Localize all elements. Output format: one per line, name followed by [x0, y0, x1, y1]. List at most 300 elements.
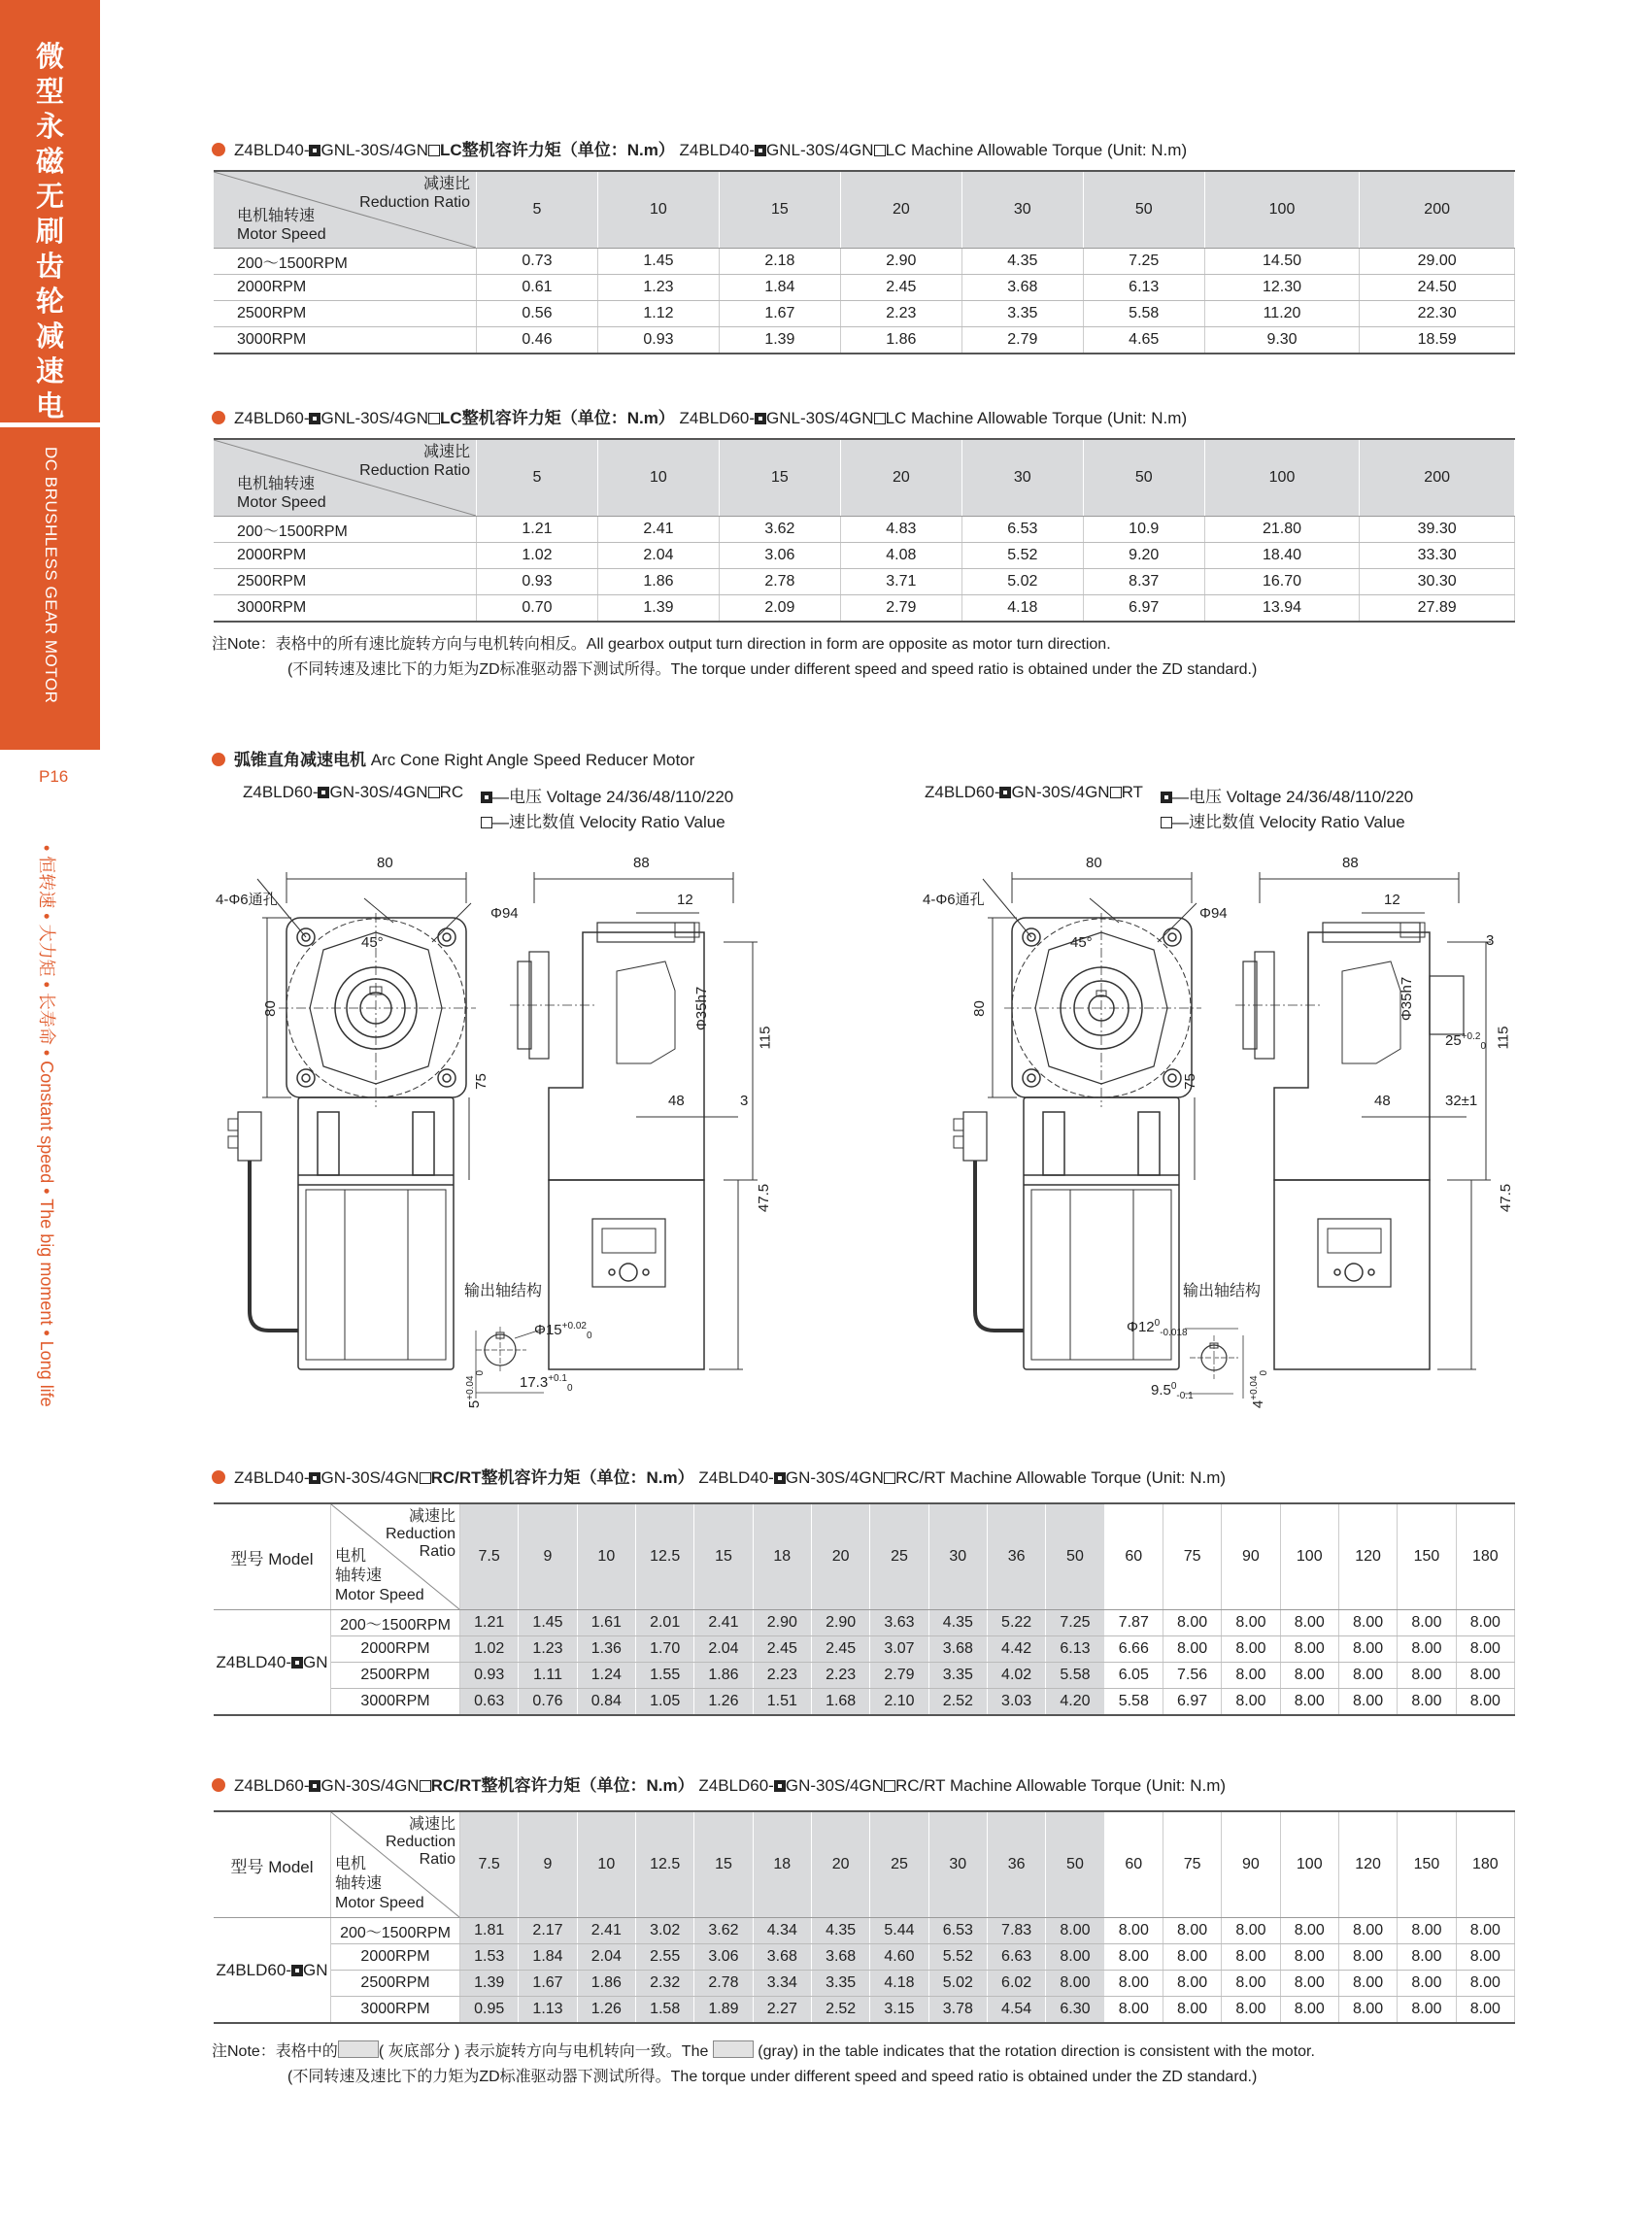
empty-square-icon	[884, 1472, 895, 1484]
ratio-header: 100	[1204, 439, 1360, 517]
torque-table-40-lc	[214, 170, 1515, 354]
torque-cell: 8.00	[1280, 1971, 1338, 1997]
deg45-label: 45°	[361, 934, 384, 951]
dim-75-r: 75	[1181, 1073, 1198, 1090]
ratio-header: 200	[1360, 171, 1515, 249]
ratio-header: 5	[477, 171, 598, 249]
torque-cell: 33.30	[1360, 543, 1515, 569]
dim-3: 3	[740, 1093, 749, 1109]
torque-cell: 8.00	[1280, 1610, 1338, 1636]
sidebar-title-char: 磁	[35, 145, 64, 178]
diagonal-header-cell	[214, 439, 477, 517]
torque-cell: 8.00	[1222, 1971, 1280, 1997]
table-row	[214, 327, 1515, 354]
header-ratio-en: Reduction Ratio	[359, 194, 470, 211]
torque-cell: 2.01	[635, 1610, 693, 1636]
torque-cell: 8.00	[1456, 1944, 1514, 1971]
torque-cell: 8.00	[1046, 1918, 1104, 1944]
torque-cell: 18.40	[1204, 543, 1360, 569]
torque-cell: 1.36	[577, 1636, 635, 1663]
torque-cell: 2.23	[753, 1663, 811, 1689]
ratio-header: 50	[1083, 171, 1204, 249]
torque-cell: 1.61	[577, 1610, 635, 1636]
ratio-header: 15	[719, 171, 840, 249]
torque-cell: 8.00	[1163, 1971, 1221, 1997]
sidebar-title-char: 电	[35, 389, 64, 422]
torque-cell: 21.80	[1204, 517, 1360, 543]
torque-cell: 4.08	[840, 543, 961, 569]
torque-cell: 8.00	[1222, 1689, 1280, 1716]
torque-cell: 8.00	[1398, 1918, 1456, 1944]
ratio-header: 9	[519, 1503, 577, 1610]
torque-cell: 3.78	[928, 1997, 987, 2024]
dim-48-r: 48	[1374, 1093, 1391, 1109]
torque-cell: 11.20	[1204, 301, 1360, 327]
drawing-right-ratio: —速比数值 Velocity Ratio Value	[1161, 808, 1405, 832]
torque-cell: 1.39	[597, 595, 719, 623]
phi35-label: Φ35h7	[693, 986, 711, 1031]
torque-cell: 8.00	[1338, 1997, 1397, 2024]
speed-cell: 2000RPM	[214, 543, 477, 569]
torque-cell: 1.39	[719, 327, 840, 354]
order-square-icon	[755, 413, 766, 424]
dim-25-r: $25^{+0.2}_0$	[1445, 1031, 1486, 1052]
torque-cell: 13.94	[1204, 595, 1360, 623]
torque-cell: 1.45	[597, 249, 719, 275]
torque-cell: 3.68	[811, 1944, 869, 1971]
ratio-header: 75	[1163, 1503, 1221, 1610]
ratio-header: 20	[811, 1503, 869, 1610]
torque-cell: 8.00	[1163, 1918, 1221, 1944]
torque-cell: 4.02	[987, 1663, 1045, 1689]
order-square-icon	[291, 1965, 303, 1976]
ratio-header: 20	[840, 171, 961, 249]
dim-48: 48	[668, 1093, 685, 1109]
torque-cell: 8.00	[1222, 1997, 1280, 2024]
bullet-dot-icon	[212, 1778, 225, 1792]
diagonal-header-cell	[331, 1503, 460, 1610]
torque-cell: 1.68	[811, 1689, 869, 1716]
torque-cell: 8.00	[1222, 1610, 1280, 1636]
torque-cell: 6.13	[1083, 275, 1204, 301]
dim-75: 75	[472, 1073, 489, 1090]
gray-swatch	[713, 2040, 754, 2058]
torque-cell: 8.00	[1104, 1918, 1163, 1944]
torque-cell: 1.51	[753, 1689, 811, 1716]
dim-88-top-r: 88	[1342, 855, 1359, 871]
note-1	[212, 632, 1257, 683]
header-speed-en: Motor Speed	[237, 226, 326, 243]
torque-cell: 4.34	[753, 1918, 811, 1944]
dim-115-r: 115	[1495, 1026, 1512, 1050]
order-square-icon	[1161, 792, 1172, 803]
ratio-header: 30	[928, 1811, 987, 1918]
drawing-left-ratio: —速比数值 Velocity Ratio Value	[481, 808, 725, 832]
torque-cell: 2.79	[961, 327, 1083, 354]
torque-cell: 1.55	[635, 1663, 693, 1689]
note-2	[212, 2040, 1315, 2090]
table2-title: Z4BLD60- GNL-30S/4GN LC整机容许力矩（单位：N.m） Z4BLD60- GNL-30S/4GN LC Machine Allowable Torque (Unit: N.m)	[212, 404, 1187, 428]
torque-cell: 3.06	[719, 543, 840, 569]
torque-cell: 6.53	[961, 517, 1083, 543]
dim-3-r: 3	[1486, 932, 1495, 949]
torque-cell: 2.78	[694, 1971, 753, 1997]
sidebar-title-char: 微	[35, 40, 64, 73]
torque-cell: 7.87	[1104, 1610, 1163, 1636]
torque-cell: 2.90	[811, 1610, 869, 1636]
ratio-header: 100	[1204, 171, 1360, 249]
table-row	[214, 1944, 1515, 1971]
order-square-icon	[774, 1780, 786, 1792]
diagonal-header-cell	[214, 171, 477, 249]
empty-square-icon	[481, 817, 492, 828]
torque-cell: 8.00	[1163, 1636, 1221, 1663]
torque-cell: 1.89	[694, 1997, 753, 2024]
torque-cell: 18.59	[1360, 327, 1515, 354]
dim-12: 12	[677, 892, 693, 908]
table-header-row	[214, 1811, 1515, 1918]
header-ratio-en: Reduction Ratio	[359, 462, 470, 479]
ratio-header: 60	[1104, 1811, 1163, 1918]
torque-cell: 5.02	[928, 1971, 987, 1997]
note-2-line-2: (不同转速及速比下的力矩为ZD标准驱动器下测试所得。The torque under different speed and speed ratio is obtained under the ZD standard.)	[287, 2069, 1258, 2085]
order-square-icon	[481, 792, 492, 803]
torque-cell: 8.00	[1456, 1636, 1514, 1663]
torque-cell: 8.00	[1163, 1610, 1221, 1636]
torque-cell: 1.86	[694, 1663, 753, 1689]
order-square-icon	[309, 413, 320, 424]
shaft-h-right: $9.5^0_{-0.1}$	[1151, 1381, 1194, 1401]
torque-cell: 4.60	[870, 1944, 928, 1971]
ratio-header: 5	[477, 439, 598, 517]
table-header-row	[214, 1503, 1515, 1610]
torque-cell: 1.86	[597, 569, 719, 595]
speed-cell: 2500RPM	[214, 569, 477, 595]
torque-cell: 24.50	[1360, 275, 1515, 301]
phi94-label-r: Φ94	[1199, 905, 1228, 922]
header-speed-text: 轴转速	[335, 1875, 383, 1892]
torque-cell: 6.13	[1046, 1636, 1104, 1663]
note-1-line-1: 注Note：表格中的所有速比旋转方向与电机转向相反。All gearbox output turn direction in form are opposite as motor turn direction.	[212, 636, 1111, 653]
torque-cell: 1.11	[519, 1663, 577, 1689]
sidebar-title-char: 无	[35, 180, 64, 213]
torque-cell: 2.04	[694, 1636, 753, 1663]
dim-80-top: 80	[377, 855, 393, 871]
header-speed-text: 电机	[335, 1548, 367, 1565]
torque-cell: 0.93	[477, 569, 598, 595]
empty-square-icon	[428, 145, 440, 156]
phi94-label: Φ94	[490, 905, 519, 922]
phi35-label-r: Φ35h7	[1399, 976, 1416, 1022]
torque-cell: 1.67	[719, 301, 840, 327]
torque-cell: 2.32	[635, 1971, 693, 1997]
order-square-icon	[309, 1780, 320, 1792]
order-square-icon	[999, 787, 1011, 798]
torque-cell: 4.83	[840, 517, 961, 543]
header-speed-text: 电机	[335, 1856, 367, 1872]
bullet-dot-icon	[212, 753, 225, 766]
torque-cell: 2.17	[519, 1918, 577, 1944]
ratio-header: 7.5	[460, 1503, 519, 1610]
order-square-icon	[309, 1472, 320, 1484]
header-ratio-text: Ratio	[419, 1851, 455, 1868]
sidebar-title-char: 减	[35, 320, 64, 353]
ratio-header: 15	[719, 439, 840, 517]
torque-cell: 4.42	[987, 1636, 1045, 1663]
table-row	[214, 1663, 1515, 1689]
speed-cell: 200～1500RPM	[214, 517, 477, 543]
torque-cell: 0.93	[460, 1663, 519, 1689]
sidebar-features: • 恒转速 • 大力矩 • 长寿命 • Constant speed • The big moment • Long life	[37, 845, 56, 1407]
drawing-right-voltage: —电压 Voltage 24/36/48/110/220	[1161, 783, 1413, 807]
torque-cell: 1.67	[519, 1971, 577, 1997]
order-square-icon	[309, 145, 320, 156]
torque-cell: 8.00	[1338, 1944, 1397, 1971]
torque-cell: 1.53	[460, 1944, 519, 1971]
speed-cell: 200～1500RPM	[331, 1610, 460, 1636]
torque-cell: 1.23	[519, 1636, 577, 1663]
torque-table-60-lc	[214, 438, 1515, 623]
torque-cell: 3.35	[928, 1663, 987, 1689]
torque-cell: 7.25	[1083, 249, 1204, 275]
ratio-header: 20	[840, 439, 961, 517]
torque-cell: 12.30	[1204, 275, 1360, 301]
table-row	[214, 1610, 1515, 1636]
ratio-header: 15	[694, 1503, 753, 1610]
dim-475-r: 47.5	[1498, 1183, 1515, 1213]
torque-cell: 1.24	[577, 1663, 635, 1689]
torque-cell: 3.02	[635, 1918, 693, 1944]
torque-cell: 14.50	[1204, 249, 1360, 275]
hole-label-r: 4-Φ6通孔	[923, 892, 985, 908]
ratio-header: 12.5	[635, 1503, 693, 1610]
torque-cell: 8.00	[1104, 1971, 1163, 1997]
header-ratio-text: Reduction	[385, 1526, 455, 1542]
torque-cell: 2.45	[811, 1636, 869, 1663]
sidebar-title-char: 齿	[35, 250, 64, 283]
header-speed-cn: 电机轴转速	[237, 208, 316, 224]
sidebar-title-char: 永	[35, 110, 64, 143]
empty-square-icon	[420, 1472, 431, 1484]
ratio-header: 36	[987, 1811, 1045, 1918]
table1-title: Z4BLD40- GNL-30S/4GN LC整机容许力矩（单位：N.m） Z4BLD40- GNL-30S/4GN LC Machine Allowable Torque (Unit: N.m)	[212, 136, 1187, 160]
torque-cell: 0.76	[519, 1689, 577, 1716]
torque-cell: 8.00	[1280, 1997, 1338, 2024]
torque-cell: 3.35	[961, 301, 1083, 327]
torque-cell: 1.23	[597, 275, 719, 301]
torque-cell: 3.03	[987, 1689, 1045, 1716]
torque-cell: 30.30	[1360, 569, 1515, 595]
table-row	[214, 1918, 1515, 1944]
torque-cell: 2.79	[840, 595, 961, 623]
torque-cell: 1.86	[577, 1971, 635, 1997]
torque-cell: 9.30	[1204, 327, 1360, 354]
table-row	[214, 301, 1515, 327]
torque-cell: 5.22	[987, 1610, 1045, 1636]
torque-cell: 2.41	[597, 517, 719, 543]
torque-cell: 0.46	[477, 327, 598, 354]
torque-cell: 6.97	[1163, 1689, 1221, 1716]
torque-cell: 2.52	[811, 1997, 869, 2024]
ratio-header: 120	[1338, 1503, 1397, 1610]
torque-cell: 8.00	[1222, 1918, 1280, 1944]
shaft-title-right: 输出轴结构	[1183, 1283, 1262, 1299]
table-header-row	[214, 439, 1515, 517]
torque-cell: 5.02	[961, 569, 1083, 595]
shaft-h-left: $17.3^{+0.1}_0$	[520, 1373, 573, 1394]
torque-cell: 10.9	[1083, 517, 1204, 543]
header-speed-cn: 电机轴转速	[237, 476, 316, 492]
sidebar-title-char: 型	[35, 75, 64, 108]
ratio-header: 10	[577, 1503, 635, 1610]
table-row	[214, 543, 1515, 569]
sidebar-title-char: 刷	[35, 215, 64, 248]
ratio-header: 9	[519, 1811, 577, 1918]
torque-cell: 3.63	[870, 1610, 928, 1636]
empty-square-icon	[428, 413, 440, 424]
speed-cell: 2000RPM	[331, 1636, 460, 1663]
torque-cell: 2.41	[694, 1610, 753, 1636]
header-ratio-cn: 减速比	[422, 444, 470, 460]
empty-square-icon	[884, 1780, 895, 1792]
torque-cell: 27.89	[1360, 595, 1515, 623]
header-ratio-text: 减速比	[408, 1508, 455, 1525]
order-square-icon	[755, 145, 766, 156]
torque-cell: 8.37	[1083, 569, 1204, 595]
speed-cell: 200～1500RPM	[331, 1918, 460, 1944]
speed-cell: 2000RPM	[331, 1944, 460, 1971]
torque-cell: 1.70	[635, 1636, 693, 1663]
header-speed-en: Motor Speed	[237, 494, 326, 511]
ratio-header: 10	[597, 439, 719, 517]
speed-cell: 2500RPM	[331, 1971, 460, 1997]
ratio-header: 50	[1083, 439, 1204, 517]
torque-cell: 2.04	[597, 543, 719, 569]
torque-cell: 3.34	[753, 1971, 811, 1997]
torque-cell: 8.00	[1338, 1636, 1397, 1663]
speed-cell: 2500RPM	[331, 1663, 460, 1689]
torque-cell: 6.97	[1083, 595, 1204, 623]
torque-cell: 2.45	[840, 275, 961, 301]
sidebar-title-char: 速	[35, 354, 64, 388]
torque-cell: 8.00	[1280, 1944, 1338, 1971]
ratio-header: 10	[577, 1811, 635, 1918]
torque-cell: 3.62	[719, 517, 840, 543]
ratio-header: 90	[1222, 1811, 1280, 1918]
torque-cell: 1.81	[460, 1918, 519, 1944]
bullet-dot-icon	[212, 143, 225, 156]
order-square-icon	[318, 787, 329, 798]
order-square-icon	[774, 1472, 786, 1484]
table-row	[214, 275, 1515, 301]
speed-cell: 200～1500RPM	[214, 249, 477, 275]
torque-cell: 8.00	[1456, 1918, 1514, 1944]
torque-cell: 2.04	[577, 1944, 635, 1971]
torque-cell: 8.00	[1338, 1971, 1397, 1997]
torque-cell: 2.90	[840, 249, 961, 275]
torque-cell: 8.00	[1046, 1944, 1104, 1971]
torque-cell: 4.35	[811, 1918, 869, 1944]
torque-cell: 8.00	[1280, 1918, 1338, 1944]
header-ratio-cn: 减速比	[422, 176, 470, 192]
shaft-key-right: $4^{+0.04}_0$	[1249, 1369, 1270, 1409]
ratio-header: 12.5	[635, 1811, 693, 1918]
note-1-line-2: (不同转速及速比下的力矩为ZD标准驱动器下测试所得。The torque under different speed and speed ratio is obtained under the ZD standard.)	[287, 661, 1258, 678]
speed-cell: 2000RPM	[214, 275, 477, 301]
torque-cell: 3.06	[694, 1944, 753, 1971]
table-row	[214, 595, 1515, 623]
dim-115: 115	[757, 1026, 774, 1050]
torque-cell: 3.68	[753, 1944, 811, 1971]
torque-cell: 8.00	[1163, 1997, 1221, 2024]
torque-cell: 6.02	[987, 1971, 1045, 1997]
ratio-header: 25	[870, 1811, 928, 1918]
ratio-header: 30	[961, 171, 1083, 249]
torque-cell: 5.52	[961, 543, 1083, 569]
torque-cell: 5.58	[1083, 301, 1204, 327]
torque-cell: 8.00	[1456, 1663, 1514, 1689]
torque-cell: 1.13	[519, 1997, 577, 2024]
ratio-header: 36	[987, 1503, 1045, 1610]
torque-cell: 1.05	[635, 1689, 693, 1716]
ratio-header: 120	[1338, 1811, 1397, 1918]
hole-label: 4-Φ6通孔	[216, 892, 278, 908]
drawing-left-voltage: —电压 Voltage 24/36/48/110/220	[481, 783, 733, 807]
torque-cell: 7.25	[1046, 1610, 1104, 1636]
dim-88-top: 88	[633, 855, 650, 871]
model-cell: Z4BLD60- GN	[214, 1918, 331, 2024]
torque-cell: 0.70	[477, 595, 598, 623]
diagonal-header-cell	[331, 1811, 460, 1918]
torque-cell: 8.00	[1456, 1689, 1514, 1716]
torque-cell: 1.58	[635, 1997, 693, 2024]
ratio-header: 10	[597, 171, 719, 249]
table4-title: Z4BLD60- GN-30S/4GN RC/RT整机容许力矩（单位：N.m） Z4BLD60- GN-30S/4GN RC/RT Machine Allowable Torque (Unit: N.m)	[212, 1771, 1226, 1796]
torque-cell: 2.45	[753, 1636, 811, 1663]
ratio-header: 150	[1398, 1503, 1456, 1610]
torque-cell: 4.20	[1046, 1689, 1104, 1716]
empty-square-icon	[874, 145, 886, 156]
torque-cell: 6.30	[1046, 1997, 1104, 2024]
ratio-header: 100	[1280, 1503, 1338, 1610]
torque-cell: 0.93	[597, 327, 719, 354]
empty-square-icon	[420, 1780, 431, 1792]
dim-80-side-r: 80	[970, 1000, 988, 1017]
torque-cell: 3.68	[961, 275, 1083, 301]
torque-cell: 8.00	[1398, 1944, 1456, 1971]
torque-cell: 3.68	[928, 1636, 987, 1663]
torque-cell: 4.35	[928, 1610, 987, 1636]
shaft-d-right: $\Phi 12^0_{-0.018}$	[1127, 1318, 1188, 1338]
torque-cell: 8.00	[1398, 1997, 1456, 2024]
torque-cell: 8.00	[1222, 1636, 1280, 1663]
ratio-header: 20	[811, 1811, 869, 1918]
torque-cell: 8.00	[1222, 1944, 1280, 1971]
speed-cell: 2500RPM	[214, 301, 477, 327]
table-row	[214, 517, 1515, 543]
torque-cell: 8.00	[1338, 1689, 1397, 1716]
shaft-d-left: $\Phi 15^{+0.02}_0$	[534, 1321, 592, 1341]
torque-cell: 8.00	[1456, 1610, 1514, 1636]
torque-cell: 8.00	[1338, 1918, 1397, 1944]
torque-cell: 8.00	[1398, 1689, 1456, 1716]
torque-cell: 0.61	[477, 275, 598, 301]
torque-cell: 6.63	[987, 1944, 1045, 1971]
ratio-header: 7.5	[460, 1811, 519, 1918]
torque-cell: 2.41	[577, 1918, 635, 1944]
table-header-row	[214, 171, 1515, 249]
torque-cell: 1.26	[577, 1997, 635, 2024]
